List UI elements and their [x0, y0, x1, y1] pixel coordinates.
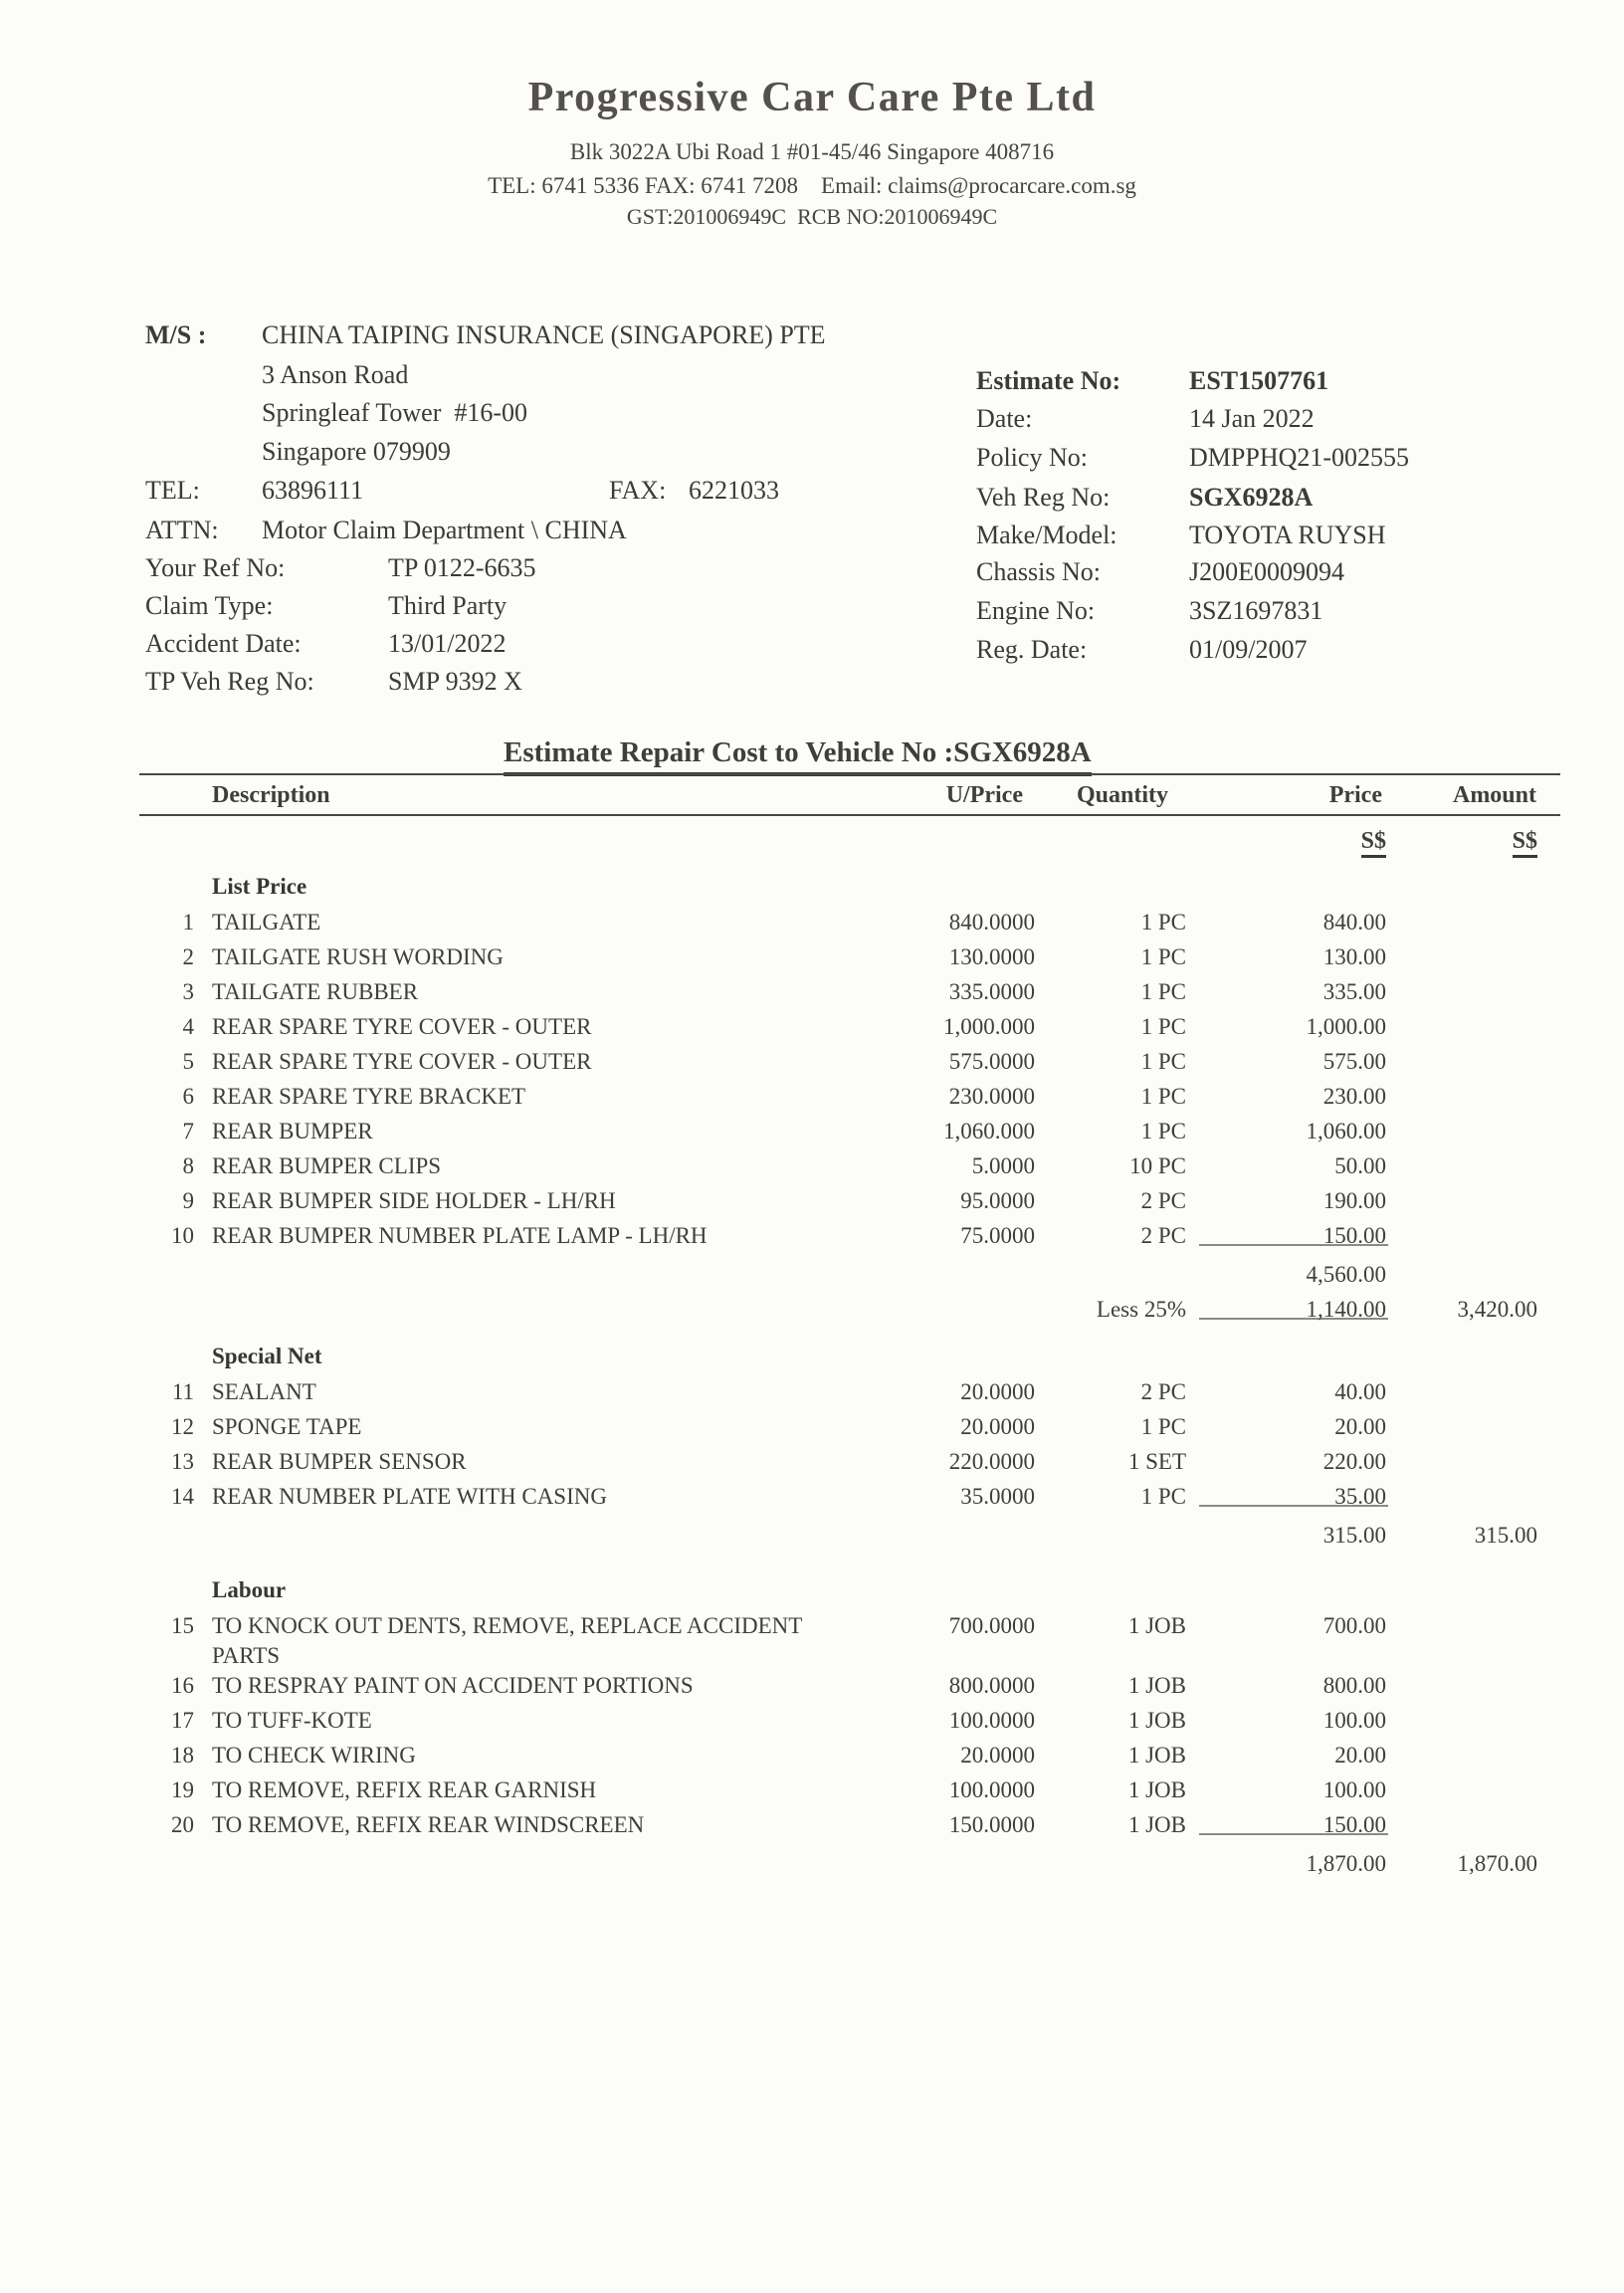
field-label: Veh Reg No: — [976, 483, 1111, 512]
item-number: 7 — [182, 1119, 194, 1144]
item-description: REAR SPARE TYRE COVER - OUTER — [212, 1049, 592, 1074]
field-label: Claim Type: — [145, 591, 274, 620]
subtotal-row — [139, 1849, 1562, 1884]
item-number: 13 — [171, 1449, 194, 1474]
item-quantity: 1 PC — [1140, 1119, 1186, 1144]
table-row — [139, 1611, 1562, 1671]
item-number: 8 — [182, 1153, 194, 1178]
fax-label: FAX: — [609, 476, 667, 505]
column-header-price: Price — [1328, 782, 1382, 808]
field-label: Estimate No: — [976, 366, 1121, 395]
table-row — [139, 1117, 1562, 1151]
item-price: 100.00 — [1322, 1777, 1386, 1802]
table-row — [139, 977, 1562, 1012]
field-label: Reg. Date: — [976, 635, 1088, 664]
estimate-details-block — [976, 366, 1573, 685]
item-price: 1,060.00 — [1306, 1119, 1386, 1144]
item-number: 3 — [182, 979, 194, 1004]
table-row — [139, 1377, 1562, 1412]
field-label: Make/Model: — [976, 521, 1117, 549]
tel-label: TEL: — [145, 476, 200, 505]
item-unit-price: 100.0000 — [948, 1708, 1035, 1733]
company-contact-line: TEL: 6741 5336 FAX: 6741 7208 Email: claims@procarcare.com.sg — [488, 173, 1136, 198]
item-number: 20 — [171, 1812, 194, 1837]
table-top-rule — [139, 773, 1560, 775]
table-row — [139, 908, 1562, 942]
table-title: Estimate Repair Cost to Vehicle No :SGX6928A — [504, 736, 1092, 776]
item-price: 150.00 — [1322, 1812, 1386, 1837]
item-number: 19 — [171, 1777, 194, 1802]
item-description: TAILGATE RUSH WORDING — [212, 944, 504, 969]
field-label: Date: — [976, 404, 1033, 433]
table-row — [139, 1447, 1562, 1482]
company-address: Blk 3022A Ubi Road 1 #01-45/46 Singapore 408716 — [569, 139, 1055, 164]
field-value: 3SZ1697831 — [1189, 596, 1323, 625]
item-price: 130.00 — [1322, 944, 1386, 969]
item-description: TO CHECK WIRING — [212, 1743, 416, 1768]
item-price: 150.00 — [1322, 1223, 1386, 1248]
item-description: REAR SPARE TYRE BRACKET — [212, 1084, 526, 1109]
item-unit-price: 20.0000 — [960, 1743, 1035, 1768]
item-number: 4 — [182, 1014, 194, 1039]
item-number: 11 — [171, 1379, 194, 1404]
item-quantity: 1 PC — [1140, 1014, 1186, 1039]
item-price: 40.00 — [1334, 1379, 1386, 1404]
field-value: EST1507761 — [1189, 366, 1329, 395]
item-description: REAR BUMPER CLIPS — [212, 1153, 442, 1178]
section-header-row — [139, 1342, 1562, 1377]
currency-header-amount — [1386, 828, 1537, 855]
item-description: REAR BUMPER NUMBER PLATE LAMP - LH/RH — [212, 1223, 708, 1248]
discount-label: Less 25% — [1096, 1297, 1186, 1322]
field-label: Chassis No: — [976, 557, 1101, 586]
item-quantity: 2 PC — [1140, 1188, 1186, 1213]
table-row — [139, 1775, 1562, 1810]
item-quantity: 1 JOB — [1127, 1777, 1186, 1802]
item-price: 100.00 — [1322, 1708, 1386, 1733]
attn-value: Motor Claim Department \ CHINA — [262, 516, 627, 544]
item-price: 1,000.00 — [1306, 1014, 1386, 1039]
column-header-u-price: U/Price — [945, 782, 1023, 808]
subtotal-amount: 315.00 — [1474, 1523, 1537, 1548]
item-description: SPONGE TAPE — [212, 1414, 362, 1439]
item-description: REAR BUMPER SENSOR — [212, 1449, 467, 1474]
table-row — [139, 942, 1562, 977]
company-registration-line: GST:201006949C RCB NO:201006949C — [626, 204, 998, 229]
column-header-amount: Amount — [1452, 782, 1536, 808]
item-quantity: 2 PC — [1140, 1379, 1186, 1404]
item-description: TO TUFF-KOTE — [212, 1708, 372, 1733]
item-price: 230.00 — [1322, 1084, 1386, 1109]
item-number: 17 — [171, 1708, 194, 1733]
item-quantity: 1 PC — [1140, 910, 1186, 935]
subtotal-price: 1,870.00 — [1306, 1851, 1386, 1876]
item-number: 2 — [182, 944, 194, 969]
item-unit-price: 1,060.000 — [943, 1119, 1035, 1144]
item-number: 9 — [182, 1188, 194, 1213]
item-quantity: 1 PC — [1140, 979, 1186, 1004]
table-row — [139, 1012, 1562, 1047]
item-number: 5 — [182, 1049, 194, 1074]
currency-header-price — [1186, 828, 1386, 855]
item-number: 15 — [171, 1613, 194, 1638]
item-quantity: 1 JOB — [1127, 1812, 1186, 1837]
item-description: TAILGATE RUBBER — [212, 979, 419, 1004]
section-header-row — [139, 1575, 1562, 1611]
field-label: Accident Date: — [145, 629, 302, 658]
fax-value: 6221033 — [689, 476, 779, 505]
item-description: REAR SPARE TYRE COVER - OUTER — [212, 1014, 592, 1039]
table-row — [139, 1047, 1562, 1082]
item-number: 14 — [171, 1484, 194, 1509]
field-value: SGX6928A — [1189, 483, 1314, 512]
table-row — [139, 1482, 1562, 1517]
item-unit-price: 20.0000 — [960, 1414, 1035, 1439]
subtotal-price: 315.00 — [1322, 1523, 1386, 1548]
subtotal-price: 4,560.00 — [1306, 1262, 1386, 1287]
subtotal-row — [139, 1260, 1562, 1295]
table-row — [139, 1151, 1562, 1186]
item-unit-price: 35.0000 — [960, 1484, 1035, 1509]
field-value: TP 0122-6635 — [388, 553, 536, 582]
item-quantity: 1 PC — [1140, 944, 1186, 969]
item-number: 10 — [171, 1223, 194, 1248]
item-description: TO REMOVE, REFIX REAR GARNISH — [212, 1777, 597, 1802]
item-unit-price: 95.0000 — [960, 1188, 1035, 1213]
column-header-description: Description — [212, 782, 330, 808]
item-quantity: 1 JOB — [1127, 1708, 1186, 1733]
recipient-address-line: Singapore 079909 — [262, 437, 451, 466]
item-price: 35.00 — [1334, 1484, 1386, 1509]
item-unit-price: 840.0000 — [948, 910, 1035, 935]
tel-value: 63896111 — [262, 476, 364, 505]
item-description: TO KNOCK OUT DENTS, REMOVE, REPLACE ACCIDENT PARTS — [212, 1613, 803, 1668]
field-value: Third Party — [388, 591, 508, 620]
item-price: 575.00 — [1322, 1049, 1386, 1074]
field-label: Your Ref No: — [145, 553, 286, 582]
recipient-block — [145, 320, 902, 719]
currency-label: S$ — [1513, 828, 1537, 858]
field-value: TOYOTA RUYSH — [1189, 521, 1386, 549]
table-row — [139, 1706, 1562, 1741]
item-price: 335.00 — [1322, 979, 1386, 1004]
item-description: TO REMOVE, REFIX REAR WINDSCREEN — [212, 1812, 645, 1837]
field-value: J200E0009094 — [1189, 557, 1344, 586]
field-value: SMP 9392 X — [388, 667, 522, 696]
subtotal-price: 1,140.00 — [1306, 1297, 1386, 1322]
item-description: REAR BUMPER — [212, 1119, 373, 1144]
field-label: Policy No: — [976, 443, 1088, 472]
field-value: DMPPHQ21-002555 — [1189, 443, 1410, 472]
item-price: 800.00 — [1322, 1673, 1386, 1698]
ms-label: M/S : — [145, 320, 207, 349]
item-price: 700.00 — [1322, 1613, 1386, 1638]
table-row — [139, 1186, 1562, 1221]
field-value: 01/09/2007 — [1189, 635, 1308, 664]
item-price: 20.00 — [1334, 1743, 1386, 1768]
item-number: 1 — [182, 910, 194, 935]
section-title: Special Net — [212, 1344, 322, 1368]
item-description: REAR NUMBER PLATE WITH CASING — [212, 1484, 607, 1509]
item-quantity: 1 PC — [1140, 1049, 1186, 1074]
item-unit-price: 575.0000 — [948, 1049, 1035, 1074]
table-row — [139, 1741, 1562, 1775]
field-label: Engine No: — [976, 596, 1096, 625]
item-price: 190.00 — [1322, 1188, 1386, 1213]
table-header-rule — [139, 814, 1560, 816]
recipient-name: CHINA TAIPING INSURANCE (SINGAPORE) PTE — [262, 320, 826, 349]
item-unit-price: 1,000.000 — [943, 1014, 1035, 1039]
item-price: 220.00 — [1322, 1449, 1386, 1474]
subtotal-amount: 1,870.00 — [1457, 1851, 1537, 1876]
item-number: 18 — [171, 1743, 194, 1768]
item-quantity: 1 JOB — [1127, 1743, 1186, 1768]
table-row — [139, 1412, 1562, 1447]
subtotal-amount: 3,420.00 — [1457, 1297, 1537, 1322]
item-description: SEALANT — [212, 1379, 316, 1404]
item-unit-price: 230.0000 — [948, 1084, 1035, 1109]
item-number: 12 — [171, 1414, 194, 1439]
recipient-address-line: 3 Anson Road — [262, 360, 409, 389]
field-value: 14 Jan 2022 — [1189, 404, 1315, 433]
item-unit-price: 20.0000 — [960, 1379, 1035, 1404]
item-quantity: 1 SET — [1127, 1449, 1186, 1474]
item-quantity: 1 PC — [1140, 1084, 1186, 1109]
item-description: TAILGATE — [212, 910, 321, 935]
item-unit-price: 700.0000 — [948, 1613, 1035, 1638]
item-quantity: 1 JOB — [1127, 1613, 1186, 1638]
item-quantity: 1 PC — [1140, 1484, 1186, 1509]
table-row — [139, 1671, 1562, 1706]
item-quantity: 10 PC — [1129, 1153, 1186, 1178]
field-value: 13/01/2022 — [388, 629, 507, 658]
item-number: 6 — [182, 1084, 194, 1109]
item-unit-price: 75.0000 — [960, 1223, 1035, 1248]
item-description: TO RESPRAY PAINT ON ACCIDENT PORTIONS — [212, 1673, 694, 1698]
item-number: 16 — [171, 1673, 194, 1698]
subtotal-row — [139, 1521, 1562, 1556]
item-quantity: 1 PC — [1140, 1414, 1186, 1439]
item-description: REAR BUMPER SIDE HOLDER - LH/RH — [212, 1188, 616, 1213]
table-row — [139, 1221, 1562, 1256]
section-header-row — [139, 872, 1562, 908]
recipient-address-line: Springleaf Tower #16-00 — [262, 398, 528, 427]
item-unit-price: 130.0000 — [948, 944, 1035, 969]
item-quantity: 1 JOB — [1127, 1673, 1186, 1698]
line-items-table — [139, 872, 1562, 1884]
section-title: Labour — [212, 1577, 287, 1602]
company-name: Progressive Car Care Pte Ltd — [527, 75, 1097, 120]
column-header-quantity: Quantity — [1076, 782, 1168, 808]
item-unit-price: 800.0000 — [948, 1673, 1035, 1698]
item-quantity: 2 PC — [1140, 1223, 1186, 1248]
item-unit-price: 335.0000 — [948, 979, 1035, 1004]
item-unit-price: 5.0000 — [971, 1153, 1035, 1178]
item-unit-price: 100.0000 — [948, 1777, 1035, 1802]
attn-label: ATTN: — [145, 516, 219, 544]
item-price: 50.00 — [1334, 1153, 1386, 1178]
table-row — [139, 1082, 1562, 1117]
section-title: List Price — [212, 874, 307, 899]
item-price: 20.00 — [1334, 1414, 1386, 1439]
field-label: TP Veh Reg No: — [145, 667, 314, 696]
item-unit-price: 220.0000 — [948, 1449, 1035, 1474]
currency-label: S$ — [1361, 828, 1386, 858]
item-price: 840.00 — [1322, 910, 1386, 935]
item-unit-price: 150.0000 — [948, 1812, 1035, 1837]
table-row — [139, 1810, 1562, 1845]
